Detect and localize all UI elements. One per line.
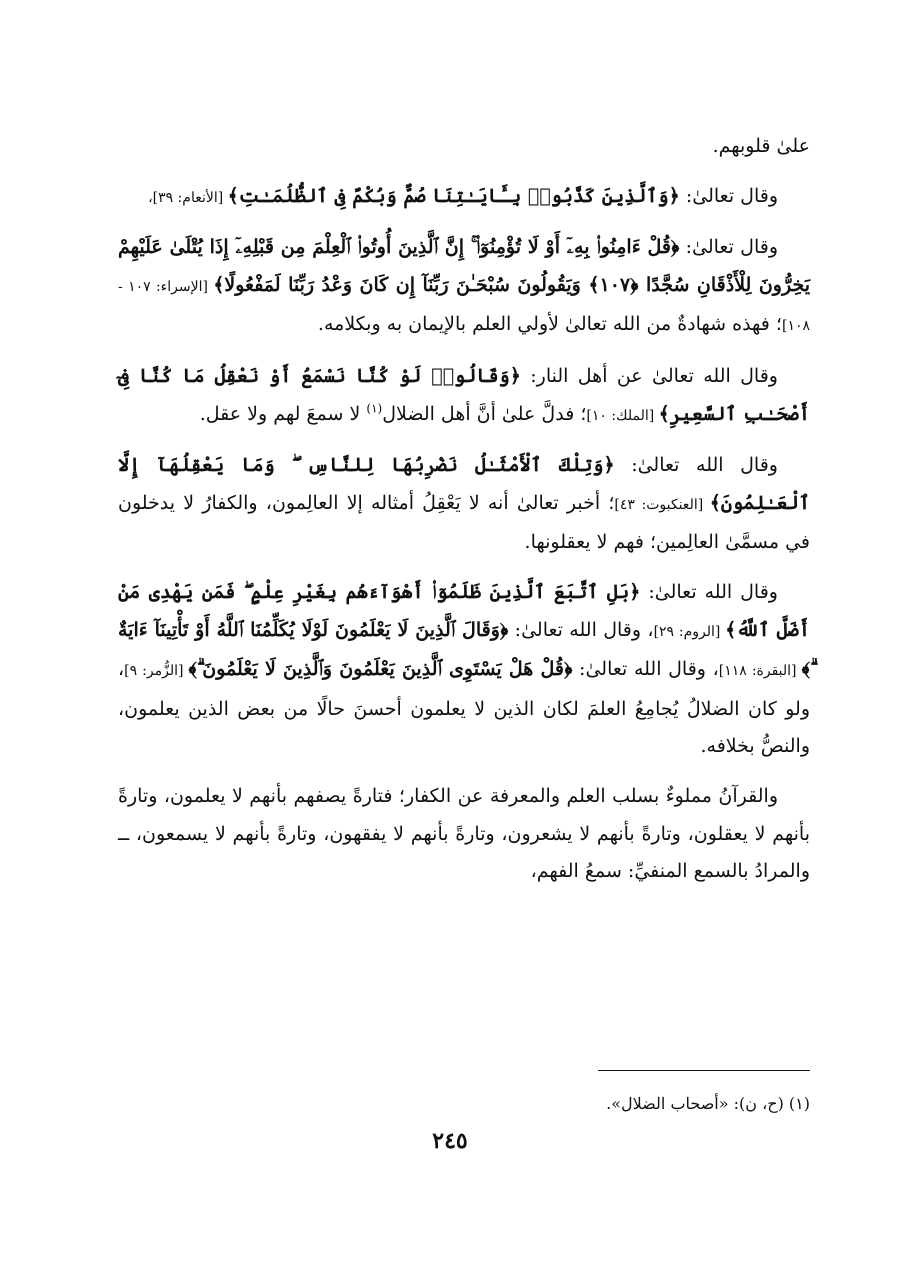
verse-reference: [الأنعام: ٣٩]،	[148, 189, 228, 206]
quran-verse: ﴿وَقَالُوا۟ لَوْ كُنَّا نَسْمَعُ أَوْ نَعْقِلُ مَا كُنَّا فِىٓ أَصْحَـٰبِ ٱلسَّعِيرِ﴾	[118, 364, 810, 425]
paragraph-1	[118, 128, 810, 166]
paragraph-7	[118, 778, 810, 891]
footnote-divider	[598, 1070, 810, 1071]
body-text: وقال الله تعالىٰ عن أهل النار:	[520, 364, 778, 387]
footnote-marker: (١)	[366, 401, 383, 416]
verse-reference: [البقرة: ١١٨]	[718, 663, 802, 680]
quran-verse: ﴿بَلِ ٱتَّبَعَ ٱلَّذِينَ ظَلَمُوٓا۟ أَهْوَآءَهُم بِغَيْرِ عِلْمٍ ۖ فَمَن يَهْدِى مَنْ أَضَلَّ ٱللَّهُ﴾	[118, 580, 810, 641]
verse-reference: [الروم: ٢٩]	[653, 623, 726, 640]
verse-reference: [الزُّمر: ٩]	[124, 663, 189, 680]
quran-verse: ﴿قُلْ ءَامِنُوا۟ بِهِۦٓ أَوْ لَا تُؤْمِنُوٓا۟ ۚ إِنَّ ٱلَّذِينَ أُوتُوا۟ ٱلْعِلْمَ مِن قَبْلِهِۦٓ إِذَا يُتْلَىٰ عَلَيْهِمْ يَخِرُّونَ لِلْأَذْقَانِ سُجَّدًا ﴿١٠٧﴾ وَيَقُولُونَ سُبْحَـٰنَ رَبِّنَآ إِن كَانَ وَعْدُ رَبِّنَا لَمَفْعُولًا﴾	[118, 236, 810, 296]
verse-reference: [الملك: ١٠]	[586, 407, 659, 424]
continuation-text: علىٰ قلوبهم.	[712, 135, 810, 157]
paragraph-3	[118, 229, 810, 346]
body-text: وقال تعالىٰ:	[679, 236, 779, 259]
body-text: لا سمعَ لهم ولا عقل.	[199, 402, 367, 425]
paragraph-2	[118, 178, 810, 218]
verse-reference: [العنكبوت: ٤٣]	[614, 496, 710, 513]
body-text: ؛ أخبر تعالىٰ أنه لا يَعْقِلُ أمثاله إلا العالِمون، والكفارُ لا يدخلون في مسمَّىٰ العالِمين؛ فهم لا يعقلونها.	[118, 491, 810, 554]
body-text: وقال الله تعالىٰ:	[640, 580, 778, 603]
footnote	[118, 1090, 810, 1118]
body-text: ، وقال الله تعالىٰ:	[572, 658, 719, 681]
body-text: ، وقال الله تعالىٰ:	[508, 618, 654, 641]
body-text: ؛ فدلَّ علىٰ أنَّ أهل الضلال	[382, 402, 587, 425]
page-number: ٢٤٥	[432, 1128, 468, 1154]
paragraph-4	[118, 358, 810, 435]
paragraph-5	[118, 447, 810, 562]
quran-verse: ﴿وَتِلْكَ ٱلْأَمْثَـٰلُ نَضْرِبُهَا لِلنَّاسِ ۖ وَمَا يَعْقِلُهَآ إِلَّا ٱلْعَـٰلِمُونَ﴾	[118, 454, 810, 514]
quran-verse: ﴿وَٱلَّذِينَ كَذَّبُوا۟ بِـَٔايَـٰتِنَا صُمٌّ وَبُكْمٌ فِى ٱلظُّلُمَـٰتِ﴾	[227, 184, 680, 207]
footnote-text: (١) (ح، ن): «أصحاب الضلال».	[606, 1094, 810, 1113]
body-text: والقرآنُ مملوءٌ بسلب العلم والمعرفة عن الكفار؛ فتارةً يصفهم بأنهم لا يعلمون، وتارةً بأنهم لا يعقلون، وتارةً بأنهم لا يشعرون، وتارةً بأنهم لا يفقهون، وتارةً بأنهم لا يسمعون، ــ والمرادُ بالسمع المنفيِّ: سمعُ الفهم،	[118, 784, 810, 883]
verse-reference: [الإسراء: ١٠٧ - ١٠٨]	[118, 278, 810, 335]
main-text	[118, 128, 810, 903]
body-text: ، ولو كان الضلالُ يُجامِعُ العلمَ لكان الذين لا يعلمون أحسنَ حالًا من بعض الذين يعلمون، والنصُّ بخلافه.	[118, 658, 810, 758]
paragraph-6	[118, 574, 810, 766]
body-text: وقال الله تعالىٰ:	[614, 454, 778, 477]
body-text: وقال تعالىٰ:	[679, 184, 778, 207]
quran-verse: ﴿قُلْ هَلْ يَسْتَوِى ٱلَّذِينَ يَعْلَمُونَ وَٱلَّذِينَ لَا يَعْلَمُونَ ۗ﴾	[188, 658, 573, 681]
body-text: ؛ فهذه شهادةٌ من الله تعالىٰ لأولي العلم بالإيمان به وبكلامه.	[317, 313, 782, 336]
quran-verse: ﴿وَقَالَ ٱلَّذِينَ لَا يَعْلَمُونَ لَوْلَا يُكَلِّمُنَا ٱللَّهُ أَوْ تَأْتِينَآ ءَايَةٌ ۗ﴾	[118, 618, 810, 681]
